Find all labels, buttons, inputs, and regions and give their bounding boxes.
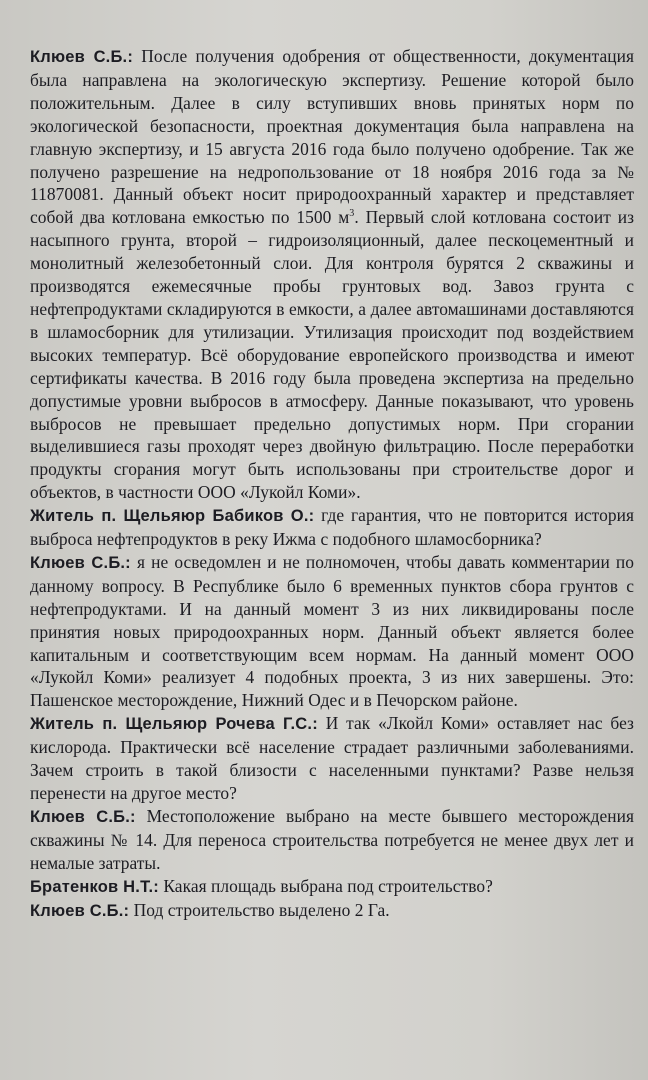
paragraph-kluev-3 [30, 805, 634, 875]
paragraph-rocheva [30, 712, 634, 805]
paragraph-text: И так «Лкойл Коми» оставляет нас без кислорода. Практически всё население страдает различными заболеваниями. Зачем строить в такой близости с населенными пунктами? Разве нельзя перенести на другое место? [30, 713, 634, 803]
paragraph-kluev-1 [30, 45, 634, 504]
speaker-name: Братенков Н.Т.: [30, 877, 159, 896]
paragraph-text: я не осведомлен и не полномочен, чтобы давать комментарии по данному вопросу. В Республике было 6 временных пунктов сбора грунтов с нефтепродуктами. И на данный момент 3 из них ликвидированы после принятия новых природоохранных норм. Данный объект является более капитальным и соответствующим всем нормам. На данный момент ООО «Лукойл Коми» реализует 4 подобных проекта, 3 из них завершены. Это: Пашенское месторождение, Нижний Одес и в Печорском районе. [30, 551, 634, 711]
paragraph-text: После получения одобрения от общественности, документация была направлена на экологическую экспертизу. Решение которой было положительным. Далее в силу вступивших вновь принятых норм по экологической безопасности, проектная документация была направлена на главную экспертизу, и 15 августа 2016 года было получено одобрение. Так же получено разрешение на недропользование от 18 ноября 2016 года за № 11870081. Данный объект носит природоохранный характер и представляет собой два котлована емкостью по 1500 м [30, 46, 634, 228]
paragraph-text-cont: . Первый слой котлована состоит из насыпного грунта, второй – гидроизоляционный, далее пескоцементный и монолитный железобетонный слои. Для контроля бурятся 2 скважины и производятся ежемесячные пробы грунтовых вод. Завоз грунта с нефтепродуктами складируются в емкости, а далее автомашинами доставляются в шламосборник для утилизации. Утилизация происходит под воздействием высоких температур. Всё оборудование европейского производства и имеют сертификаты качества. В 2016 году была проведена экспертиза на предельно допустимые уровни выбросов в атмосферу. Данные показывают, что уровень выбросов не превышает предельно допустимых норм. При сгорании выделившиеся газы проходят через двойную фильтрацию. После переработки продукты сгорания могут быть использованы при строительстве дорог и объектов, в частности ООО «Лукойл Коми». [30, 207, 634, 503]
speaker-name: Клюев С.Б.: [30, 48, 134, 66]
paragraph-kluev-2 [30, 551, 634, 712]
paragraph-text: где гарантия, что не повторится история выброса нефтепродуктов в реку Ижма с подобного шламосборника? [30, 505, 634, 550]
superscript: 3 [349, 208, 355, 220]
speaker-name: Житель п. Щельяюр Рочева Г.С.: [30, 715, 318, 734]
speaker-name: Клюев С.Б.: [30, 807, 136, 826]
paragraph-text: Местоположение выбрано на месте бывшего месторождения скважины № 14. Для переноса строительства потребуется не менее двух лет и немалые затраты. [30, 805, 635, 873]
speaker-name: Клюев С.Б.: [30, 901, 130, 920]
paragraph-kluev-4 [30, 899, 634, 923]
paragraph-text: Какая площадь выбрана под строительство? [163, 875, 493, 896]
speaker-name: Клюев С.Б.: [30, 553, 131, 572]
paragraph-babikov [30, 504, 634, 551]
speaker-name: Житель п. Щельяюр Бабиков О.: [30, 507, 315, 526]
paragraph-bratenkov [30, 875, 634, 899]
paragraph-text: Под строительство выделено 2 Га. [133, 899, 390, 920]
